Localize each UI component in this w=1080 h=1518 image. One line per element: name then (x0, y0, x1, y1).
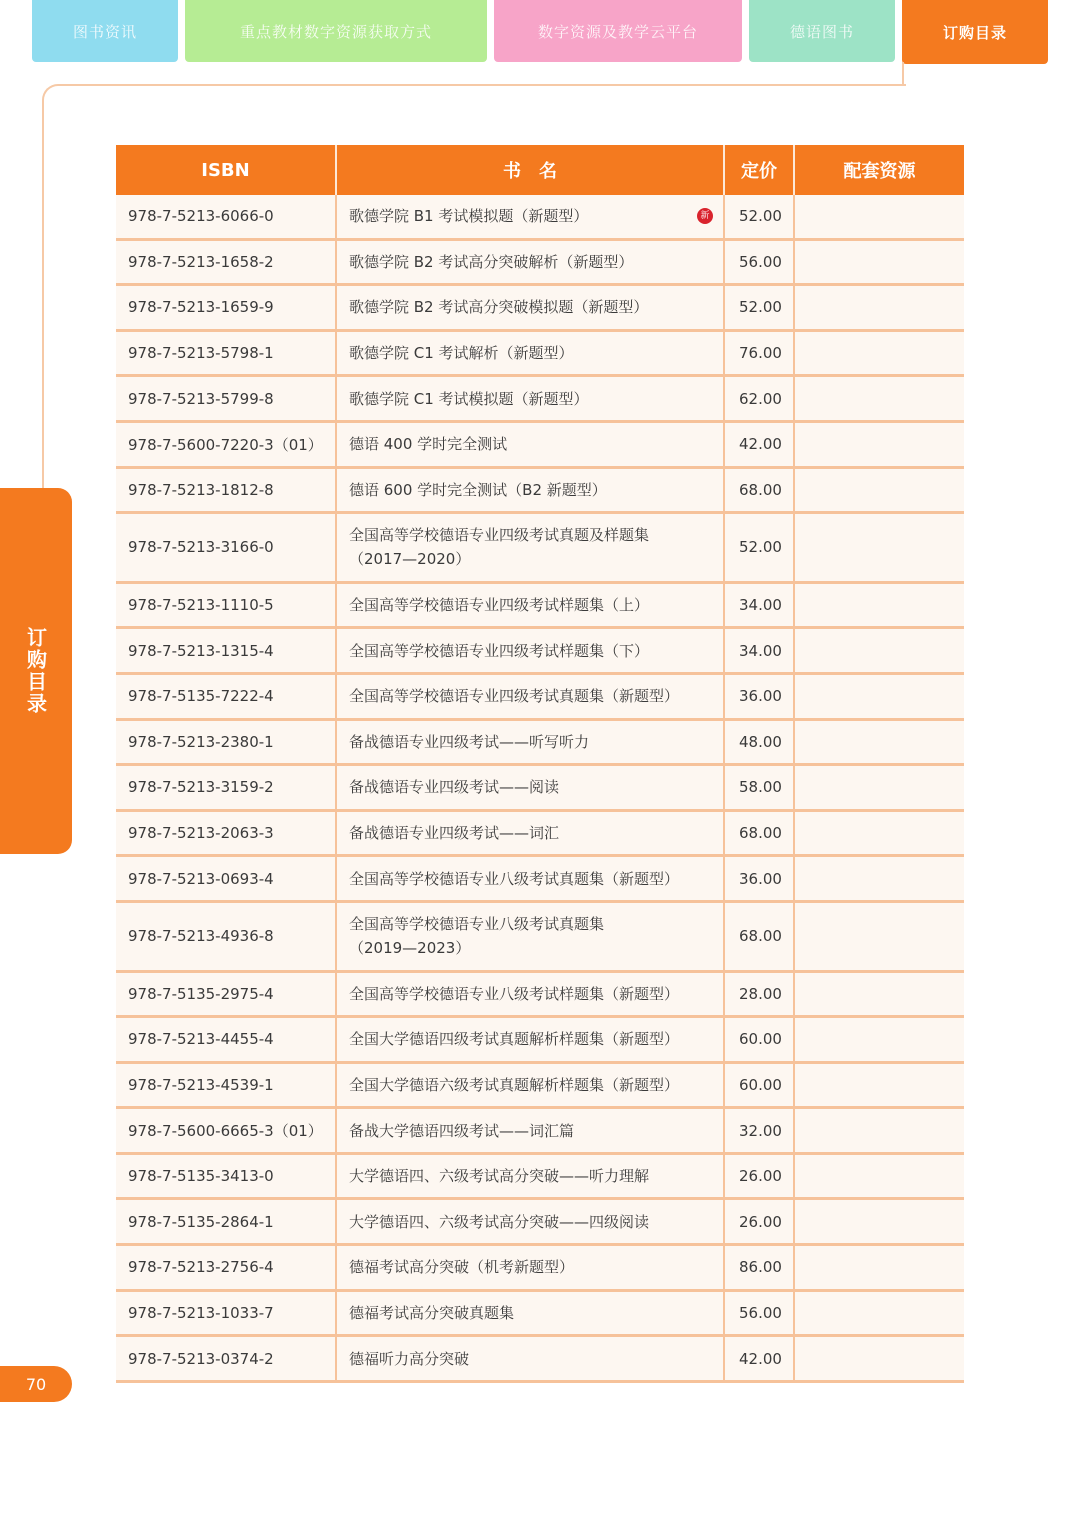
price-cell: 62.00 (723, 377, 793, 420)
title-cell (335, 377, 723, 420)
table-row (116, 857, 964, 903)
book-title-line: 德福考试高分突破真题集 (349, 1303, 515, 1322)
table-row (116, 903, 964, 973)
isbn-cell: 978-7-5213-1812-8 (128, 480, 274, 499)
side-section-label: 订购目录 (23, 627, 48, 715)
frame-rule-tab-join (902, 62, 904, 86)
book-title-line: 全国高等学校德语专业八级考试真题集（新题型） (349, 869, 680, 888)
price-cell: 52.00 (723, 514, 793, 581)
isbn-cell: 978-7-5213-2063-3 (128, 824, 274, 843)
resources-cell (793, 1109, 964, 1152)
isbn-cell: 978-7-5213-4936-8 (128, 927, 274, 946)
price-cell: 32.00 (723, 1109, 793, 1152)
column-header-title: 书 名 (335, 145, 723, 195)
book-title (349, 730, 589, 754)
table-row (116, 1018, 964, 1064)
resources-cell (793, 195, 964, 238)
isbn-cell: 978-7-5213-1315-4 (128, 641, 274, 660)
book-title (349, 432, 507, 456)
book-title-line-2: （2017—2020） (349, 550, 471, 569)
price-cell: 52.00 (723, 195, 793, 238)
frame-rule-top (58, 84, 906, 86)
resources-cell (793, 1337, 964, 1380)
title-cell (335, 1018, 723, 1061)
resources-cell (793, 584, 964, 627)
isbn-cell: 978-7-5135-2864-1 (128, 1212, 274, 1231)
price-cell: 42.00 (723, 423, 793, 466)
title-cell (335, 241, 723, 284)
book-title-line: 德语 400 学时完全测试 (349, 435, 508, 454)
resources-cell (793, 332, 964, 375)
tab-digital-platform-label: 数字资源及教学云平台 (537, 22, 698, 41)
book-title (349, 295, 648, 319)
price-cell: 58.00 (723, 766, 793, 809)
book-title (349, 912, 604, 960)
book-title (349, 387, 589, 411)
book-title-line: 全国大学德语四级考试真题解析样题集（新题型） (349, 1030, 680, 1049)
table-row (116, 377, 964, 423)
book-title (349, 523, 649, 571)
resources-cell (793, 241, 964, 284)
table-row (116, 195, 964, 241)
table-row (116, 514, 964, 584)
column-header-price: 定价 (723, 145, 793, 195)
title-cell (335, 584, 723, 627)
tab-book-news-label: 图书资讯 (72, 22, 137, 41)
price-cell: 26.00 (723, 1155, 793, 1198)
column-header-isbn: ISBN (201, 159, 250, 181)
title-cell (335, 1064, 723, 1107)
book-title (349, 821, 559, 845)
tab-german-books-label: 德语图书 (789, 22, 854, 41)
title-cell (335, 1200, 723, 1243)
book-title (349, 341, 574, 365)
tab-digital-resource-access[interactable] (185, 0, 487, 62)
title-cell (335, 766, 723, 809)
frame-rule-left (42, 100, 44, 488)
resources-cell (793, 629, 964, 672)
table-row (116, 241, 964, 287)
price-cell: 56.00 (723, 241, 793, 284)
table-row (116, 1337, 964, 1383)
isbn-cell: 978-7-5135-2975-4 (128, 984, 274, 1003)
resources-cell (793, 1155, 964, 1198)
table-header (116, 145, 964, 195)
table-body (116, 195, 964, 1383)
isbn-cell: 978-7-5213-6066-0 (128, 207, 274, 226)
book-title-line: 全国高等学校德语专业四级考试真题及样题集 (349, 526, 650, 545)
price-cell: 28.00 (723, 973, 793, 1016)
title-cell (335, 973, 723, 1016)
isbn-cell: 978-7-5213-4455-4 (128, 1030, 274, 1049)
price-cell: 86.00 (723, 1246, 793, 1289)
book-title-line: 全国大学德语六级考试真题解析样题集（新题型） (349, 1075, 680, 1094)
title-cell (335, 423, 723, 466)
table-row (116, 584, 964, 630)
isbn-cell: 978-7-5213-0374-2 (128, 1349, 274, 1368)
price-cell: 34.00 (723, 629, 793, 672)
isbn-cell: 978-7-5213-5798-1 (128, 344, 274, 363)
book-title (349, 1119, 574, 1143)
tab-digital-platform[interactable] (494, 0, 742, 62)
resources-cell (793, 1064, 964, 1107)
isbn-cell: 978-7-5213-2380-1 (128, 732, 274, 751)
title-cell (335, 675, 723, 718)
title-cell (335, 195, 723, 238)
resources-cell (793, 812, 964, 855)
table-row (116, 766, 964, 812)
book-title-line-2: （2019—2023） (349, 939, 471, 958)
price-cell: 68.00 (723, 469, 793, 512)
price-cell: 34.00 (723, 584, 793, 627)
resources-cell (793, 1200, 964, 1243)
book-title (349, 867, 679, 891)
table-row (116, 1109, 964, 1155)
table-row (116, 675, 964, 721)
book-title-line: 备战德语专业四级考试——词汇 (349, 824, 560, 843)
isbn-cell: 978-7-5135-3413-0 (128, 1167, 274, 1186)
resources-cell (793, 857, 964, 900)
book-title-line: 全国高等学校德语专业四级考试真题集（新题型） (349, 687, 680, 706)
book-title (349, 204, 588, 228)
title-cell (335, 1337, 723, 1380)
resources-cell (793, 514, 964, 581)
resources-cell (793, 1292, 964, 1335)
book-title-line: 全国高等学校德语专业四级考试样题集（下） (349, 641, 650, 660)
book-title-line: 全国高等学校德语专业八级考试真题集 (349, 915, 605, 934)
resources-cell (793, 721, 964, 764)
isbn-cell: 978-7-5213-5799-8 (128, 389, 274, 408)
book-title (349, 639, 649, 663)
book-title-line: 歌德学院 B1 考试模拟题（新题型） (349, 207, 589, 226)
tab-order-catalog-label: 订购目录 (942, 23, 1007, 42)
price-cell: 36.00 (723, 675, 793, 718)
isbn-cell: 978-7-5213-1659-9 (128, 298, 274, 317)
title-cell (335, 1292, 723, 1335)
price-cell: 76.00 (723, 332, 793, 375)
price-cell: 52.00 (723, 286, 793, 329)
price-cell: 26.00 (723, 1200, 793, 1243)
isbn-cell: 978-7-5213-1110-5 (128, 596, 274, 615)
tab-german-books[interactable] (749, 0, 895, 62)
table-row (116, 1200, 964, 1246)
book-title (349, 684, 679, 708)
book-title-line: 德福考试高分突破（机考新题型） (349, 1258, 575, 1277)
book-title-line: 德语 600 学时完全测试（B2 新题型） (349, 480, 607, 499)
resources-cell (793, 377, 964, 420)
page-number: 70 (0, 1366, 72, 1402)
order-catalog-table (116, 145, 964, 1383)
book-title (349, 1301, 514, 1325)
resources-cell (793, 903, 964, 970)
book-title (349, 1347, 469, 1371)
title-cell (335, 1109, 723, 1152)
book-title-line: 全国高等学校德语专业八级考试样题集（新题型） (349, 984, 680, 1003)
book-title-line: 德福听力高分突破 (349, 1349, 470, 1368)
title-cell (335, 857, 723, 900)
isbn-cell: 978-7-5600-7220-3（01） (128, 435, 323, 454)
title-cell (335, 629, 723, 672)
book-title-line: 大学德语四、六级考试高分突破——四级阅读 (349, 1212, 650, 1231)
isbn-cell: 978-7-5213-1033-7 (128, 1303, 274, 1322)
resources-cell (793, 469, 964, 512)
isbn-cell: 978-7-5213-2756-4 (128, 1258, 274, 1277)
table-row (116, 1246, 964, 1292)
isbn-cell: 978-7-5213-4539-1 (128, 1075, 274, 1094)
tab-order-catalog[interactable] (902, 0, 1048, 64)
price-cell: 36.00 (723, 857, 793, 900)
resources-cell (793, 1018, 964, 1061)
price-cell: 56.00 (723, 1292, 793, 1335)
book-title (349, 250, 633, 274)
title-cell (335, 1246, 723, 1289)
resources-cell (793, 423, 964, 466)
new-badge-icon: 新 (697, 208, 713, 224)
book-title (349, 982, 679, 1006)
isbn-cell: 978-7-5135-7222-4 (128, 687, 274, 706)
table-row (116, 423, 964, 469)
book-title-line: 备战德语专业四级考试——听写听力 (349, 732, 590, 751)
table-row (116, 332, 964, 378)
title-cell (335, 286, 723, 329)
title-cell (335, 903, 723, 970)
tab-book-news[interactable] (32, 0, 178, 62)
title-cell (335, 332, 723, 375)
resources-cell (793, 766, 964, 809)
title-cell (335, 812, 723, 855)
book-title-line: 歌德学院 B2 考试高分突破解析（新题型） (349, 252, 634, 271)
title-cell (335, 514, 723, 581)
frame-rule-corner (42, 84, 60, 102)
price-cell: 68.00 (723, 812, 793, 855)
book-title-line: 全国高等学校德语专业四级考试样题集（上） (349, 596, 650, 615)
book-title (349, 1255, 574, 1279)
resources-cell (793, 1246, 964, 1289)
isbn-cell: 978-7-5213-3166-0 (128, 538, 274, 557)
book-title-line: 歌德学院 C1 考试解析（新题型） (349, 344, 574, 363)
table-row (116, 286, 964, 332)
book-title (349, 775, 559, 799)
isbn-cell: 978-7-5213-0693-4 (128, 869, 274, 888)
resources-cell (793, 286, 964, 329)
price-cell: 42.00 (723, 1337, 793, 1380)
table-row (116, 1292, 964, 1338)
book-title-line: 备战大学德语四级考试——词汇篇 (349, 1121, 575, 1140)
price-cell: 68.00 (723, 903, 793, 970)
book-title (349, 1164, 649, 1188)
resources-cell (793, 973, 964, 1016)
book-title-line: 歌德学院 C1 考试模拟题（新题型） (349, 389, 589, 408)
title-cell (335, 721, 723, 764)
price-cell: 60.00 (723, 1064, 793, 1107)
tab-digital-resource-access-label: 重点教材数字资源获取方式 (239, 22, 432, 41)
table-row (116, 973, 964, 1019)
side-section-tab (0, 488, 72, 854)
book-title (349, 478, 607, 502)
isbn-cell: 978-7-5213-3159-2 (128, 778, 274, 797)
book-title-line: 备战德语专业四级考试——阅读 (349, 778, 560, 797)
book-title (349, 593, 649, 617)
table-row (116, 812, 964, 858)
book-title-line: 大学德语四、六级考试高分突破——听力理解 (349, 1167, 650, 1186)
price-cell: 60.00 (723, 1018, 793, 1061)
book-title (349, 1027, 679, 1051)
isbn-cell: 978-7-5213-1658-2 (128, 252, 274, 271)
table-row (116, 1064, 964, 1110)
book-title (349, 1210, 649, 1234)
title-cell (335, 469, 723, 512)
table-row (116, 469, 964, 515)
section-tabs (0, 0, 1080, 66)
table-row (116, 721, 964, 767)
book-title-line: 歌德学院 B2 考试高分突破模拟题（新题型） (349, 298, 649, 317)
isbn-cell: 978-7-5600-6665-3（01） (128, 1122, 323, 1141)
price-cell: 48.00 (723, 721, 793, 764)
title-cell (335, 1155, 723, 1198)
book-title (349, 1073, 679, 1097)
table-row (116, 629, 964, 675)
column-header-resources: 配套资源 (793, 145, 964, 195)
table-row (116, 1155, 964, 1201)
resources-cell (793, 675, 964, 718)
